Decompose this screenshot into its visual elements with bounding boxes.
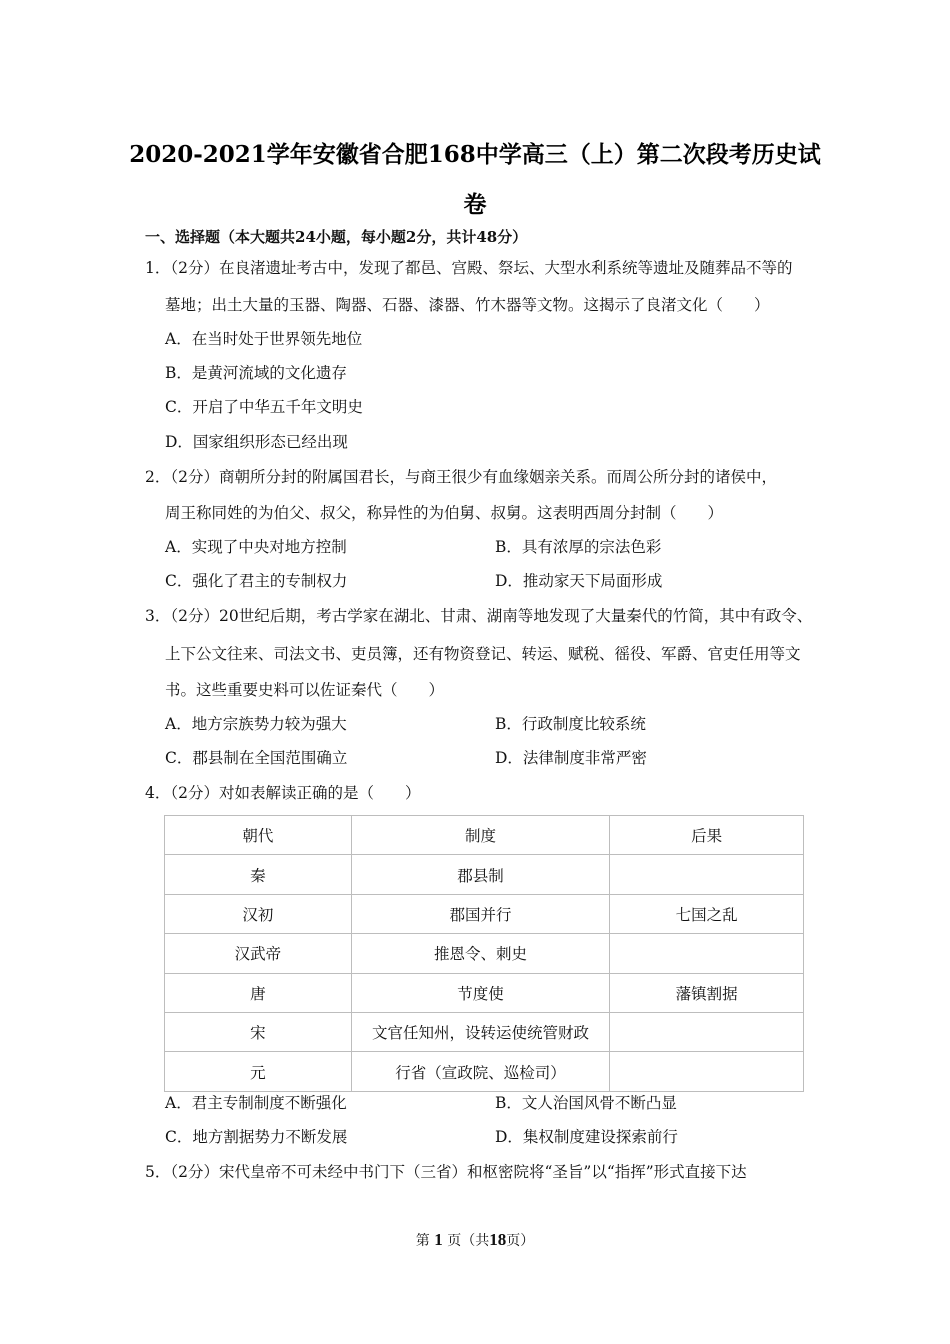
q3-option-d[interactable]: D．法律制度非常严密 [495,749,647,767]
table-cell [610,1052,804,1091]
table-cell [610,934,804,973]
q4-option-d[interactable]: D．集权制度建设探索前行 [495,1128,678,1146]
table-cell: 行省（宣政院、巡检司） [351,1052,610,1091]
q1-option-d[interactable]: D．国家组织形态已经出现 [165,433,348,451]
footer-prefix: 第 [415,1233,430,1249]
table-cell: 文官任知州，设转运使统管财政 [351,1012,610,1051]
q3-option-a[interactable]: A．地方宗族势力较为强大 [165,715,347,733]
table-header-row [165,816,804,855]
q3-stem-line1: 3．（2分）20世纪后期，考古学家在湖北、甘肃、湖南等地发现了大量秦代的竹简，其中有政令、 [145,607,813,625]
table-cell: 汉初 [165,894,352,933]
table-header-cell: 后果 [610,816,804,855]
table-row [165,973,804,1012]
section-heading: 一、选择题（本大题共24小题，每小题2分，共计48分） [145,228,528,246]
q5-stem-line1: 5．（2分）宋代皇帝不可未经中书门下（三省）和枢密院将“圣旨”以“指挥”形式直接下达 [145,1163,747,1181]
footer-suffix: 页） [506,1233,535,1249]
table-cell: 藩镇割据 [610,973,804,1012]
q1-stem-line2: 墓地；出土大量的玉器、陶器、石器、漆器、竹木器等文物。这揭示了良渚文化（ ） [165,296,770,314]
table-cell: 郡国并行 [351,894,610,933]
q4-table [164,815,804,1092]
table-cell: 节度使 [351,973,610,1012]
q2-stem-line2: 周王称同姓的为伯父、叔父，称异性的为伯舅、叔舅。这表明西周分封制（ ） [165,504,724,522]
q2-option-d[interactable]: D．推动家天下局面形成 [495,572,663,590]
q3-option-c[interactable]: C．郡县制在全国范围确立 [165,749,348,767]
q2-option-c[interactable]: C．强化了君主的专制权力 [165,572,348,590]
table-cell: 推恩令、刺史 [351,934,610,973]
table-cell: 七国之乱 [610,894,804,933]
q2-stem-line1: 2．（2分）商朝所分封的附属国君长，与商王很少有血缘姻亲关系。而周公所分封的诸侯中， [145,468,777,486]
q1-stem-line1: 1．（2分）在良渚遗址考古中，发现了都邑、宫殿、祭坛、大型水利系统等遗址及随葬品不等的 [145,259,793,277]
page-title-line1: 2020-2021学年安徽省合肥168中学高三（上）第二次段考历史试 [129,141,821,168]
q2-option-b[interactable]: B．具有浓厚的宗法色彩 [495,538,662,556]
q4-option-b[interactable]: B．文人治国风骨不断凸显 [495,1094,677,1112]
table-header-cell: 朝代 [165,816,352,855]
q1-option-c[interactable]: C．开启了中华五千年文明史 [165,398,363,416]
q4-option-c[interactable]: C．地方割据势力不断发展 [165,1128,348,1146]
footer-middle: 页（共 [447,1233,490,1249]
table-cell [610,855,804,894]
table-cell: 秦 [165,855,352,894]
table-cell: 唐 [165,973,352,1012]
page-footer [0,1230,950,1250]
table-cell [610,1012,804,1051]
table-cell: 元 [165,1052,352,1091]
q2-option-a[interactable]: A．实现了中央对地方控制 [165,538,347,556]
footer-total-pages: 18 [489,1230,507,1249]
table-row [165,934,804,973]
table-row [165,1052,804,1091]
q4-stem: 4．（2分）对如表解读正确的是（ ） [145,784,421,802]
q3-stem-line2: 上下公文往来、司法文书、吏员簿，还有物资登记、转运、赋税、徭役、军爵、官吏任用等文 [165,645,801,663]
table-row [165,894,804,933]
table-cell: 郡县制 [351,855,610,894]
table-row [165,1012,804,1051]
q4-option-a[interactable]: A．君主专制制度不断强化 [165,1094,347,1112]
q3-option-b[interactable]: B．行政制度比较系统 [495,715,646,733]
table-header-cell: 制度 [351,816,610,855]
q1-option-a[interactable]: A．在当时处于世界领先地位 [165,330,363,348]
q1-option-b[interactable]: B．是黄河流域的文化遗存 [165,364,347,382]
footer-page-number: 1 [434,1230,443,1249]
table-row [165,855,804,894]
page-title-line2: 卷 [463,191,487,218]
table-cell: 汉武帝 [165,934,352,973]
q3-stem-line3: 书。这些重要史料可以佐证秦代（ ） [165,681,445,699]
table-cell: 宋 [165,1012,352,1051]
